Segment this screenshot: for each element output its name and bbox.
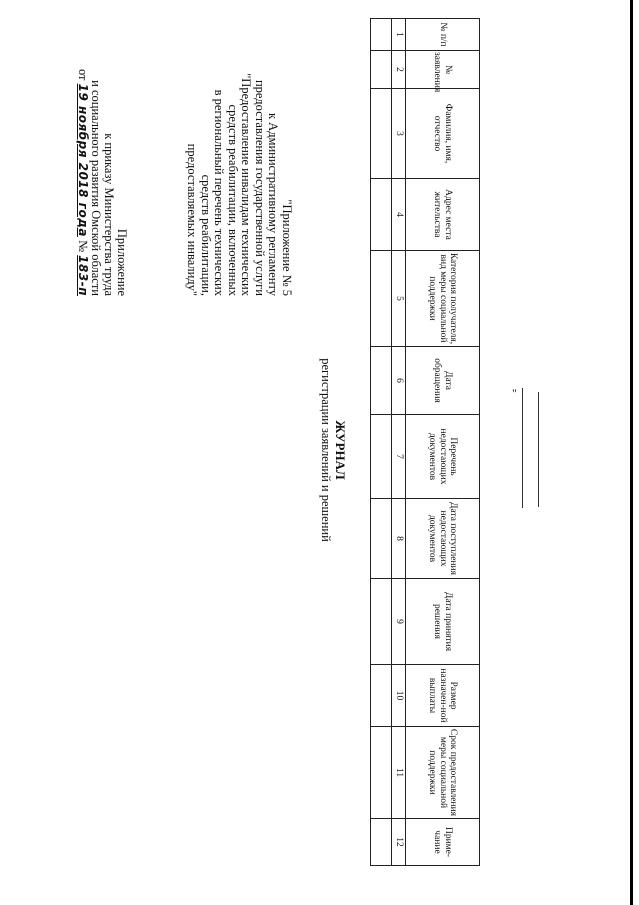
signature-line-right [538, 392, 539, 507]
table-number-cell: 6 [392, 347, 406, 415]
table-header-cell: Адрес места жительства [406, 179, 480, 251]
table-header-cell: № п/п [406, 19, 480, 51]
approval-line-4 [76, 46, 89, 296]
approval-number-label: № [76, 240, 90, 253]
annex-line: "Предоставление инвалидам технических [239, 73, 254, 296]
table-empty-cell [371, 179, 392, 251]
annex-line: в региональный перечень технических [212, 89, 227, 296]
approval-block [76, 46, 128, 296]
table-empty-cell [371, 819, 392, 866]
closing-quote: " [512, 386, 517, 400]
table-empty-cell [371, 19, 392, 51]
table-number-cell: 7 [392, 415, 406, 499]
annex-line: предоставляемых инвалиду" [185, 143, 200, 296]
table-header-cell: Дата обращения [406, 347, 480, 415]
table-header-cell: Срок предоставления меры социальной поддержки [406, 727, 480, 819]
table-header-cell: Приме-чание [406, 819, 480, 866]
table-empty-cell [371, 665, 392, 727]
table-empty-cell [371, 251, 392, 347]
annex-line: средств реабилитации, [199, 174, 213, 296]
table-header-row [406, 19, 480, 866]
approval-date-prefix: от [76, 68, 90, 81]
table-number-cell: 3 [392, 89, 406, 179]
table-header-cell: Размер назначен-ной выплаты [406, 665, 480, 727]
table-number-cell: 9 [392, 579, 406, 665]
table-empty-cell [371, 499, 392, 579]
signature-line-left [522, 388, 523, 508]
table-number-cell: 2 [392, 51, 406, 89]
table-number-cell: 8 [392, 499, 406, 579]
table-empty-cell [371, 415, 392, 499]
table-header-cell: Дата поступления недостающих документов [406, 499, 480, 579]
registration-table-block [370, 18, 480, 865]
approval-line-1: Приложение [115, 228, 129, 296]
table-number-cell: 1 [392, 19, 406, 51]
table-empty-cell [371, 89, 392, 179]
journal-heading [319, 300, 347, 600]
page-edge-bar [630, 0, 633, 905]
handwritten-date: 19 ноября 2018 года [76, 83, 90, 237]
table-header-cell: № заявления [406, 51, 480, 89]
table-empty-cell [371, 347, 392, 415]
table-number-cell: 11 [392, 727, 406, 819]
registration-table [370, 18, 480, 866]
table-empty-row [371, 19, 392, 866]
table-number-cell: 5 [392, 251, 406, 347]
annex-block [185, 46, 293, 296]
table-empty-cell [371, 51, 392, 89]
table-empty-cell [371, 579, 392, 665]
table-header-cell: Дата принятия решения [406, 579, 480, 665]
table-header-cell: Категория получателя, вид меры социальной поддержки [406, 251, 480, 347]
annex-line: к Административному регламенту [266, 112, 281, 296]
table-empty-cell [371, 727, 392, 819]
approval-line-3: и социального развития Омской области [89, 80, 103, 296]
annex-line: средств реабилитации, включенных [226, 104, 240, 296]
journal-title: ЖУРНАЛ [333, 420, 348, 480]
annex-line: предоставления государственной услуги [253, 79, 267, 296]
annex-line: "Приложение № 5 [280, 199, 294, 296]
table-number-cell: 4 [392, 179, 406, 251]
table-header-cell: Перечень недостающих документов [406, 415, 480, 499]
table-number-row [392, 19, 406, 866]
journal-subtitle: регистрации заявлений и решений [319, 358, 333, 542]
approval-line-2: к приказу Министерства труда [102, 133, 116, 296]
table-header-cell: Фамилия, имя, отчество [406, 89, 480, 179]
handwritten-number: 183-п [76, 255, 90, 296]
table-number-cell: 12 [392, 819, 406, 866]
table-number-cell: 10 [392, 665, 406, 727]
